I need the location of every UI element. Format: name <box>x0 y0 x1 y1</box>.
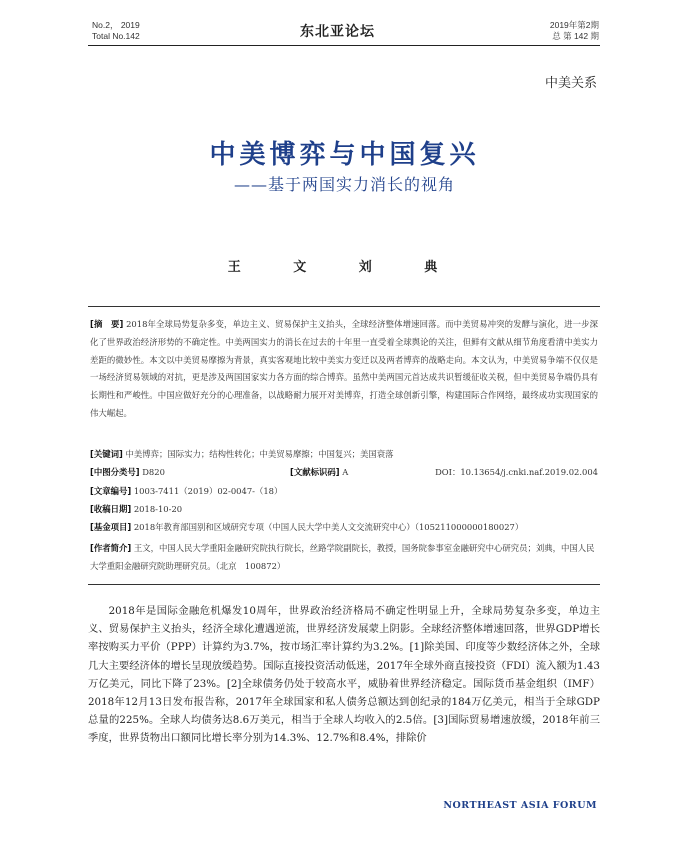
abstract-bottom-rule <box>88 584 600 585</box>
issue-left <box>92 20 140 42</box>
classification-value: D820 <box>142 467 165 477</box>
article-number-label: [文章编号] <box>90 486 132 496</box>
fund-value: 2018年教育部国别和区域研究专项（中国人民大学中美人文交流研究中心）（105211000000180027） <box>133 522 524 532</box>
doi: DOI：10.13654/j.cnki.naf.2019.02.004 <box>435 467 598 477</box>
article-title: 中美博弈与中国复兴 <box>209 140 480 170</box>
author-info-label: [作者简介] <box>90 543 132 553</box>
received-value: 2018-10-20 <box>133 504 183 514</box>
article-subtitle: ——基于两国实力消长的视角 <box>233 175 455 194</box>
keywords-text: 中美博弈；国际实力；结构性转化；中美贸易摩擦；中国复兴；美国衰落 <box>125 449 394 459</box>
issue-number: No.2， 2019 <box>92 20 140 30</box>
issue-total: Total No.142 <box>92 31 140 41</box>
received-label: [收稿日期] <box>90 504 132 514</box>
article-number-row <box>90 485 598 497</box>
abstract-text: 2018年全球局势复杂多变，单边主义、贸易保护主义抬头，全球经济整体增速回落。而中美贸易冲突的发酵与演化，进一步深化了世界政治经济形势的不确定性。中美两国实力的消长在过去的十年里一直受着全球舆论的关注，但鲜有文献从细节角度看清中美实力差距的微妙性。本文以中美贸易摩擦为背景，真实客观地比较中美实力变迁以及两者博弈的战略走向。本文认为，中美贸易争端不仅仅是一场经济贸易领域的对抗，更是涉及两国国家实力各方面的综合博弈。虽然中美两国元首达成共识暂缓征收关税，但中美贸易争端仍具有长期性和严峻性。中国应做好充分的心理准备，以战略耐力展开对美博弈，打造全球创新引擎，构建国际合作网络，最终成功实现国家的伟大崛起。 <box>90 319 599 418</box>
journal-footer: NORTHEAST ASIA FORUM <box>443 800 597 811</box>
abstract <box>90 316 598 423</box>
fund-row <box>90 521 598 533</box>
author-info-row <box>90 539 598 575</box>
section-tag: 中美关系 <box>544 76 597 91</box>
abstract-label: [摘 要] <box>90 319 124 329</box>
classification-row <box>90 466 598 478</box>
doc-code-value: A <box>342 467 349 477</box>
fund-label: [基金项目] <box>90 522 132 532</box>
author-info-value: 王文，中国人民大学重阳金融研究院执行院长，丝路学院副院长，教授，国务院参事室金融研究中心研究员；刘典，中国人民大学重阳金融研究院助理研究员。（北京 100872） <box>90 543 595 571</box>
issue-total-cn: 总 第 142 期 <box>552 31 599 41</box>
doc-code-label: [文献标识码] <box>290 467 340 477</box>
abstract-top-rule <box>88 306 600 307</box>
article-number-value: 1003-7411（2019）02-0047-（18） <box>133 486 283 496</box>
body-text <box>88 602 600 748</box>
keywords-label: [关键词] <box>90 449 123 459</box>
received-row <box>90 503 598 515</box>
body-paragraph: 2018年是国际金融危机爆发10周年，世界政治经济格局不确定性明显上升，全球局势复杂多变，单边主义、贸易保护主义抬头，经济全球化遭遇逆流，世界经济发展蒙上阴影。全球经济整体增速回落，世界GDP增长率按购买力平价（PPP）计算约为3.7%，按市场汇率计算约为3.2%。[1]除美国、印度等少数经济体之外，全球几大主要经济体的增长呈现放缓趋势。国际直接投资活动低迷，2017年全球外商直接投资（FDI）流入额为1.43万亿美元，同比下降了23%。[2]全球债务仍处于较高水平，威胁着世界经济稳定。国际货币基金组织（IMF）2018年12月13日发布报告称，2017年全球国家和私人债务总额达到创纪录的184万亿美元，相当于全球GDP总量的225%。全球人均债务达8.6万美元，相当于全球人均收入的2.5倍。[3]国际贸易增速放缓，2018年前三季度，世界货物出口额同比增长率分别为14.3%、12.7%和8.4%，排除价 <box>88 605 600 745</box>
authors: 王 文 刘 典 <box>227 260 462 275</box>
issue-right <box>550 20 599 42</box>
journal-logo: 东北亚论坛 <box>300 24 375 40</box>
header-rule <box>88 45 600 46</box>
issue-year: 2019年第2期 <box>549 20 599 30</box>
classification-label: [中图分类号] <box>90 467 140 477</box>
keywords-row <box>90 448 598 460</box>
